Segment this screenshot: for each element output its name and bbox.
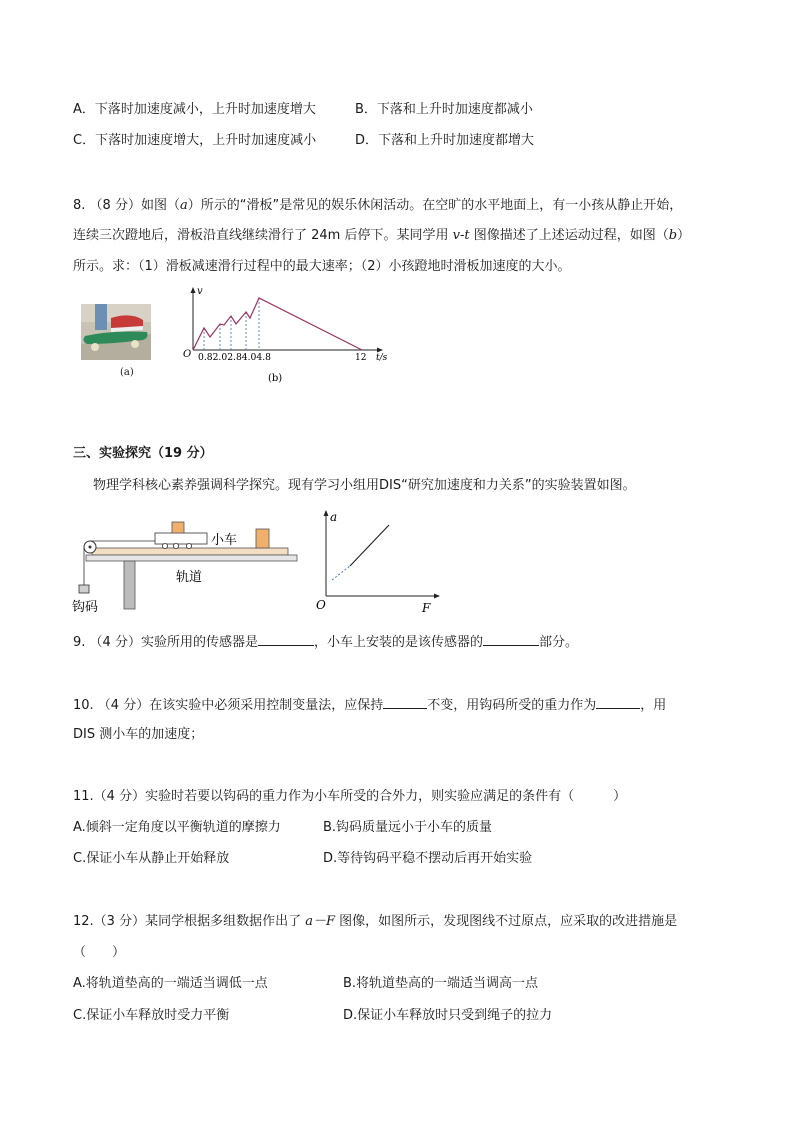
q10-blank-2[interactable] bbox=[596, 695, 640, 709]
q9-text: 9. （4 分）实验所用的传感器是 ，小车上安装的是该传感器的 部分。 bbox=[73, 632, 578, 652]
q7-option-b: B．下落和上升时加速度都减小 bbox=[355, 102, 533, 117]
q7-option-a: A．下落时加速度减小，上升时加速度增大 bbox=[73, 102, 316, 117]
q11-option-b: B.钩码质量远小于小车的质量 bbox=[323, 820, 493, 835]
af-line bbox=[350, 525, 389, 566]
vt-tick-labels: 0.82.02.84.04.8 bbox=[198, 353, 272, 363]
track-label: 轨道 bbox=[176, 570, 203, 585]
af-x-label: F bbox=[422, 601, 431, 615]
track-board bbox=[92, 548, 288, 555]
apparatus-diagram bbox=[72, 515, 304, 615]
fig-a-caption: (a) bbox=[120, 367, 134, 378]
table-leg bbox=[124, 561, 135, 609]
sensor-receiver bbox=[256, 529, 269, 548]
q10-line-1: 10. （4 分）在该实验中必须采用控制变量法，应保持 不变，用钩码所受的重力作为 ，用 bbox=[73, 695, 666, 715]
section-3-intro: 物理学科核心素养强调科学探究。现有学习小组用DIS“研究加速度和力关系”的实验装置如图。 bbox=[93, 478, 636, 493]
cart-load bbox=[172, 522, 184, 533]
table-top bbox=[86, 555, 297, 561]
q12-stem: 12.（3 分）某同学根据多组数据作出了 a－F 图像，如图所示，发现图线不过原点，应采取的改进措施是 bbox=[73, 914, 678, 929]
vt-graph bbox=[180, 284, 395, 384]
section-3-title: 三、实验探究（19 分） bbox=[73, 446, 213, 461]
q11-option-a: A.倾斜一定角度以平衡轨道的摩擦力 bbox=[73, 820, 281, 835]
vt-curve bbox=[193, 298, 362, 350]
af-extension-dashed bbox=[332, 566, 350, 580]
q11-option-c: C.保证小车从静止开始释放 bbox=[73, 851, 230, 866]
q12-paren: （ ） bbox=[73, 945, 126, 960]
skateboard-photo bbox=[81, 304, 151, 360]
q12-option-a: A.将轨道垫高的一端适当调低一点 bbox=[73, 976, 268, 991]
cart-label: 小车 bbox=[211, 533, 238, 548]
q10-blank-1[interactable] bbox=[383, 695, 427, 709]
vt-tick-12: 12 bbox=[355, 353, 367, 363]
vt-dashed-lines bbox=[204, 298, 259, 350]
q11-option-d: D.等待钩码平稳不摆动后再开始实验 bbox=[323, 851, 533, 866]
q8-line-3: 所示。求：（1）滑板减速滑行过程中的最大速率；（2）小孩蹬地时滑板加速度的大小。 bbox=[73, 259, 571, 274]
weight-label: 钩码 bbox=[72, 600, 99, 615]
q12-option-d: D.保证小车释放时只受到绳子的拉力 bbox=[343, 1008, 553, 1023]
af-origin: O bbox=[316, 598, 326, 612]
vt-origin: O bbox=[183, 349, 192, 360]
a-f-graph bbox=[312, 508, 442, 616]
q8-line-1: 8. （8 分）如图（a）所示的“滑板”是常见的娱乐休闲活动。在空旷的水平地面上，有一小孩从静止开始， bbox=[73, 198, 683, 213]
hook-weight bbox=[79, 585, 89, 593]
q12-option-b: B.将轨道垫高的一端适当调高一点 bbox=[343, 976, 539, 991]
q7-option-d: D．下落和上升时加速度都增大 bbox=[355, 133, 535, 148]
cart bbox=[155, 533, 207, 544]
q9-blank-1[interactable] bbox=[258, 632, 314, 646]
af-y-label: a bbox=[330, 510, 338, 524]
q7-option-c: C．下落时加速度增大，上升时加速度减小 bbox=[73, 133, 317, 148]
q8-line-2: 连续三次蹬地后，滑板沿直线继续滑行了 24m 后停下。某同学用 v-t 图像描述了上述运动过程，如图（b） bbox=[73, 228, 691, 243]
vt-x-label: t/s bbox=[376, 353, 388, 363]
q11-stem: 11.（4 分）实验时若要以钩码的重力作为小车所受的合外力，则实验应满足的条件有（ ） bbox=[73, 789, 627, 804]
vt-y-label: v bbox=[197, 286, 203, 297]
q12-option-c: C.保证小车释放时受力平衡 bbox=[73, 1008, 230, 1023]
q9-blank-2[interactable] bbox=[483, 632, 539, 646]
q10-line-2: DIS 测小车的加速度； bbox=[73, 727, 204, 742]
fig-b-caption: (b) bbox=[268, 373, 283, 384]
